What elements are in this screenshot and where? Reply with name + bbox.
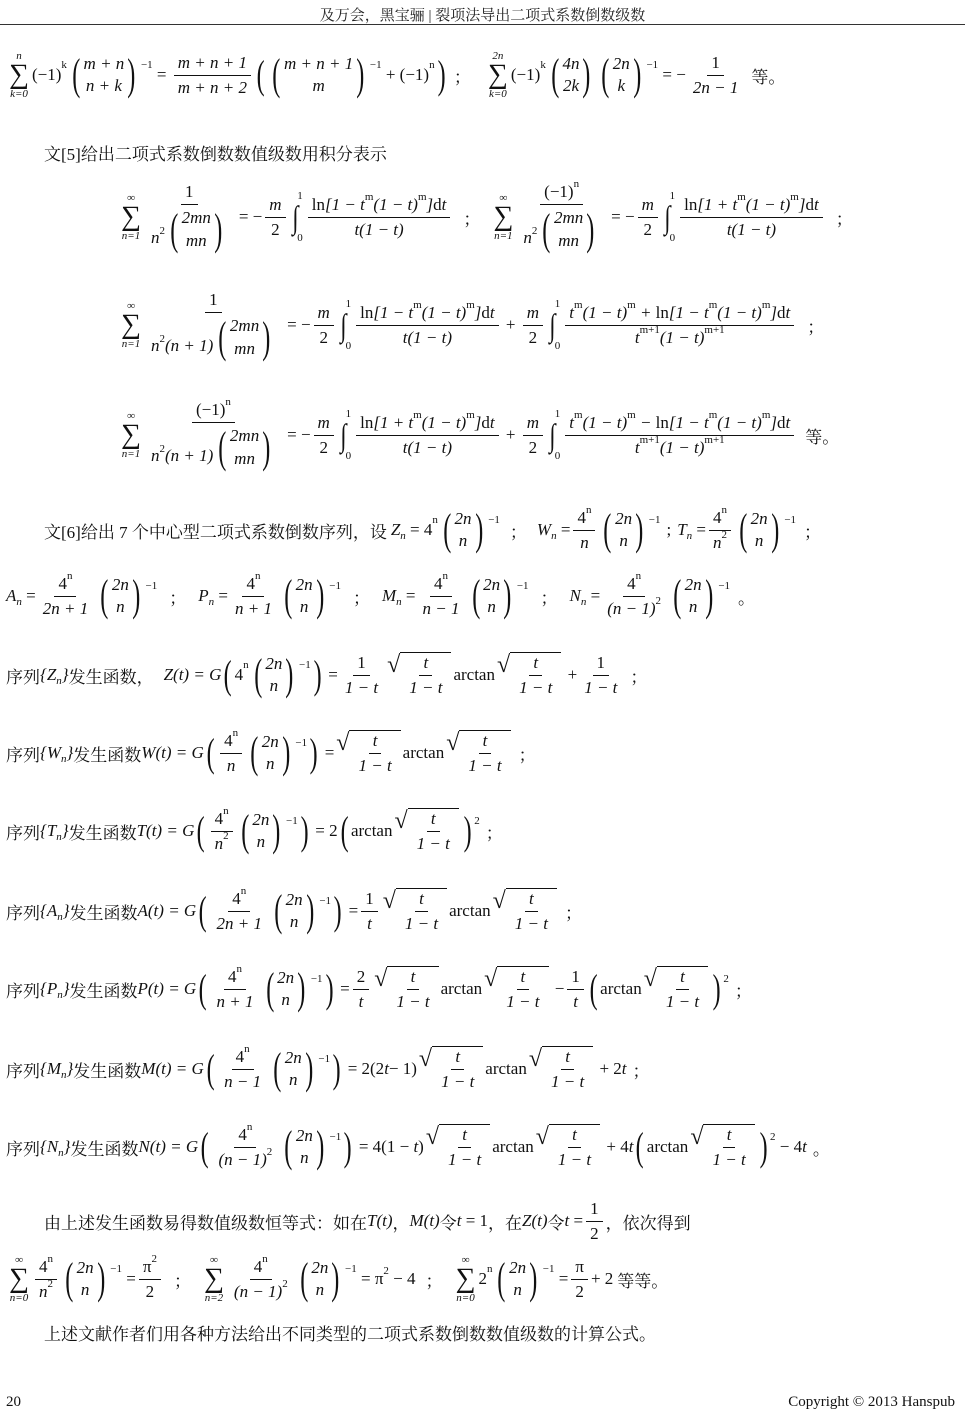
separator: ；	[540, 588, 558, 608]
separator: ；	[835, 209, 853, 229]
integral-eq-row-1	[118, 172, 853, 262]
separator: ;	[666, 520, 672, 539]
gen-func-A: 序列 { A n } 发生函数 A(t) = G ( $\frac{4^n}{2n + 1}$ ( 2n n ) −1 ) = $\frac{1}{t}$ √ $\frac{t}{1 - t}$ arctan √ $\frac{t}{1 - t}$ ；	[6, 884, 582, 935]
equation-end: 等。	[751, 67, 786, 87]
gen-func-W: 序列 { W n } 发生函数 W(t) = G ( $\frac{4^n}{n}$ ( 2n n ) −1 ) = √ $\frac{t}{1 - t}$ arctan √ $\frac{t}{1 - t}$ ；	[6, 726, 536, 777]
integral-eq-1: ∞ ∑ n=1 1 $n^2$ ( 2mn mn ) = − $\frac{m}{2}$ ∫ 1 0 $\frac{\ln[1 - t^m(1 - t)^m]dt}{t(1 - t)}$	[118, 182, 453, 251]
integral-eq-2: ∞ ∑ n=1 $(-1)^n$ $n^2$ ( 2mn mn ) = − $\frac{m}{2}$ ∫ 1 0 $\frac{\ln[1 + t^m(1 - t)^m]dt}{t(1 - t)}$	[490, 182, 825, 251]
paragraph-integral-intro: 文[5]给出二项式系数倒数数值级数用积分表示	[44, 145, 387, 164]
paragraph-closing: 上述文献作者们用各种方法给出不同类型的二项式系数倒数数值级数的计算公式。	[44, 1325, 656, 1344]
running-header: 及万会，黑宝骊 | 裂项法导出二项式系数倒数级数	[319, 8, 646, 24]
separator: ；	[807, 317, 825, 337]
def-P: P n = $\frac{4^n}{n + 1}$ ( 2n n ) −1	[198, 569, 341, 620]
identity-2: 2n ∑ k=0 (−1) k ( 4n 2k ) ( 2n k ) −1 = − $\frac{1}{2n - 1}$	[487, 50, 739, 100]
final-sums: ∞ ∑ n=0 $\frac{4^n}{n^2}$ ( 2n n ) −1 = $\frac{\pi^2}{2}$ ； ∞ ∑ n=2 $\frac{4^n}{(n - 1)^2}$ ( 2n n ) −1 = $\pi^2 - 4$ ； ∞ ∑ n=0 2 n ( 2n n ) −1 = $\frac{\pi}{2}$ + 2 等等。	[6, 1248, 668, 1310]
separator: ；	[353, 588, 370, 608]
center-defs-line-1	[44, 500, 821, 560]
final-sum-3: ∞ ∑ n=0 2 n ( 2n n ) −1 = $\frac{\pi}{2}$ + 2	[455, 1254, 614, 1304]
final-sum-1: ∞ ∑ n=0 $\frac{4^n}{n^2}$ ( 2n n ) −1 = $\frac{\pi^2}{2}$	[6, 1254, 164, 1303]
separator: ；	[463, 209, 481, 229]
def-A: A n = $\frac{4^n}{2n + 1}$ ( 2n n ) −1	[6, 569, 158, 620]
def-Z: Z n = 4 n ( 2n n ) −1	[390, 505, 500, 554]
equation-end: 等。	[805, 427, 840, 447]
copyright: Copyright © 2013 Hanspub	[788, 1394, 955, 1410]
gen-func-P: 序列 { P n } 发生函数 P(t) = G ( $\frac{4^n}{n + 1}$ ( 2n n ) −1 ) = $\frac{2}{t}$ √ $\frac{t}{1 - t}$ arctan √ $\frac{t}{1 - t}$ − $\frac{1}{t}$ ( arctan √ $\frac{t}{1 - t}$ ) 2 ；	[6, 962, 752, 1013]
page-number: 20	[6, 1394, 21, 1410]
gen-func-M: 序列 { M n } 发生函数 M(t) = G ( $\frac{4^n}{n - 1}$ ( 2n n ) −1 ) = 2(2 t − 1) √ $\frac{t}{1 - t}$ arctan √ $\frac{t}{1 - t}$ + 2 t ；	[6, 1042, 650, 1093]
separator: ；	[169, 588, 187, 608]
final-sum-2: ∞ ∑ n=2 $\frac{4^n}{(n - 1)^2}$ ( 2n n ) −1 = $\pi^2 - 4$	[203, 1252, 416, 1304]
gen-func-T: 序列 { T n } 发生函数 T(t) = G ( $\frac{4^n}{n^2}$ ( 2n n ) −1 ) = 2 ( arctan √ $\frac{t}{1 - t}$ ) 2 ；	[6, 804, 503, 855]
def-W: W n = $\frac{4^n}{n}$ ( 2n n ) −1	[536, 503, 661, 554]
integral-eq-4: ∞ ∑ n=1 $(-1)^n$ $n^2(n + 1)$ ( 2mn mn ) = − $\frac{m}{2}$ ∫ 1 0 $\frac{\ln[1 + t^m(1 - t)^m]dt}{t(1 - t)}$ + $\frac{m}{2}$ ∫ 1 0 $\frac{t^m(1 - t)^m - \ln[1 - t^m(1 - t)^m]dt}{t^{m+1}(1 - t)^{m+1}}$	[118, 400, 797, 469]
equation-line-1	[6, 40, 785, 110]
gen-func-N: 序列 { N n } 发生函数 N(t) = G ( $\frac{4^n}{(n - 1)^2}$ ( 2n n ) −1 ) = 4(1 − t ) √ $\frac{t}{1 - t}$ arctan √ $\frac{t}{1 - t}$ + 4 t ( arctan √ $\frac{t}{1 - t}$ ) 2 − 4 t 。	[6, 1120, 830, 1171]
def-N: N n = $\frac{4^n}{(n - 1)^2}$ ( 2n n ) −1	[569, 569, 731, 620]
integral-eq-row-2	[118, 278, 824, 372]
integral-eq-3: ∞ ∑ n=1 1 $n^2(n + 1)$ ( 2mn mn ) = − $\frac{m}{2}$ ∫ 1 0 $\frac{\ln[1 - t^m(1 - t)^m]dt}{t(1 - t)}$ + $\frac{m}{2}$ ∫ 1 0 $\frac{t^m(1 - t)^m + \ln[1 - t^m(1 - t)^m]dt}{t^{m+1}(1 - t)^{m+1}}$	[118, 290, 797, 359]
center-defs-line-2	[6, 566, 755, 626]
def-T: T n = $\frac{4^n}{n^2}$ ( 2n n ) −1	[677, 503, 797, 554]
separator: ；	[509, 522, 527, 542]
equation-end: 。	[738, 588, 756, 608]
integral-eq-row-3	[118, 388, 839, 482]
gen-func-Z: 序列 { Z n } 发生函数， Z(t) = G ( 4 n ( 2n n ) −1 ) = $\frac{1}{1 - t}$ √ $\frac{t}{1 - t}$ arctan √ $\frac{t}{1 - t}$ + $\frac{1}{1 - t}$ ；	[6, 650, 648, 699]
separator: ；	[453, 67, 471, 87]
separator: ；	[804, 522, 822, 542]
paragraph-identity: 由上述发生函数易得数值级数恒等式：如在 T(t) ， M(t) 令 t = 1 ，在 Z(t) 令 t = $\frac{1}{2}$ ，依次得到	[44, 1198, 691, 1243]
def-M: M n = $\frac{4^n}{n - 1}$ ( 2n n ) −1	[382, 569, 529, 620]
header-rule	[0, 24, 965, 25]
identity-1: n ∑ k=0 (−1) k ( m + n n + k ) −1 = $\frac{m + n + 1}{m + n + 2}$ ( ( m + n + 1 m ) −1 + (−1) n )	[9, 50, 446, 100]
paragraph-center-intro: 文[6]给出 7 个中心型二项式系数倒数序列，设	[44, 522, 387, 542]
